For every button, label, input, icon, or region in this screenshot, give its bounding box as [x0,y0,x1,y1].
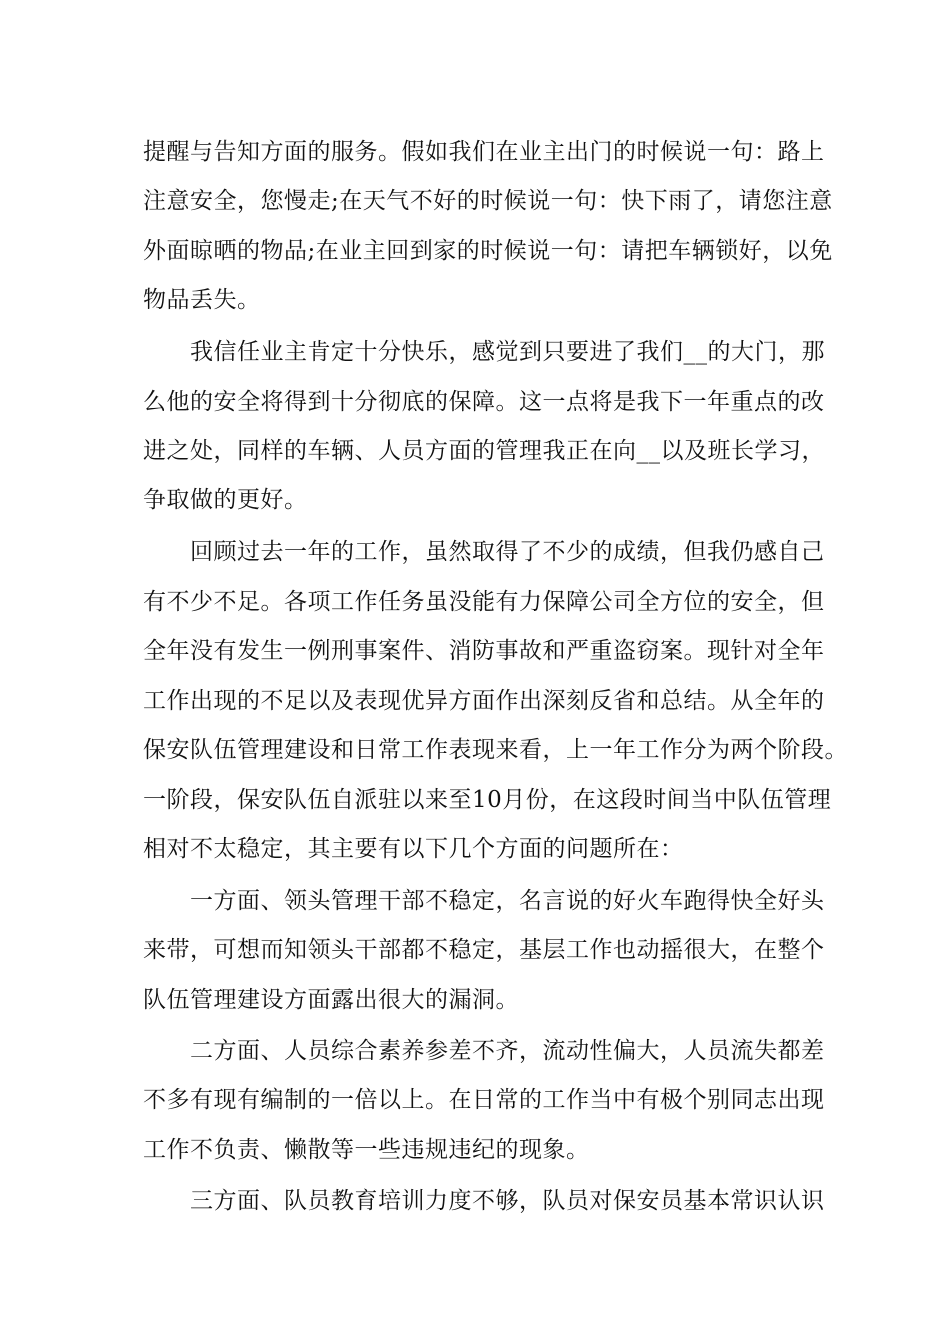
text-line: 不多有现有编制的一倍以上。在日常的工作当中有极个别同志出现 [143,1087,825,1113]
text-line: 么他的安全将得到十分彻底的保障。这一点将是我下一年重点的改 [143,389,825,415]
text-line: 物品丢失。 [143,287,261,313]
text-line: 外面晾晒的物品;在业主回到家的时候说一句：请把车辆锁好，以免 [143,238,833,264]
text-line: 争取做的更好。 [143,487,308,513]
text-line: 相对不太稳定，其主要有以下几个方面的问题所在： [143,836,684,862]
text-line: 注意安全，您慢走;在天气不好的时候说一句：快下雨了，请您注意 [143,188,833,214]
text-line: 一阶段，保安队伍自派驻以来至10月份，在这段时间当中队伍管理 [143,787,832,813]
text-line: 工作不负责、懒散等一些违规违纪的现象。 [143,1137,590,1163]
paragraph-first-line: 我信任业主肯定十分快乐，感觉到只要进了我们__的大门，那 [190,339,825,365]
text-line: 有不少不足。各项工作任务虽没能有力保障公司全方位的安全，但 [143,589,825,615]
text-line: 提醒与告知方面的服务。假如我们在业主出门的时候说一句：路上 [143,139,825,165]
paragraph-first-line: 三方面、队员教育培训力度不够，队员对保安员基本常识认识 [190,1188,825,1214]
text-line: 来带，可想而知领头干部都不稳定，基层工作也动摇很大，在整个 [143,937,825,963]
paragraph-first-line: 一方面、领头管理干部不稳定，名言说的好火车跑得快全好头 [190,888,825,914]
text-line: 工作出现的不足以及表现优异方面作出深刻反省和总结。从全年的 [143,688,825,714]
text-line: 进之处，同样的车辆、人员方面的管理我正在向__以及班长学习， [143,438,825,464]
text-line: 队伍管理建设方面露出很大的漏洞。 [143,987,519,1013]
text-line: 保安队伍管理建设和日常工作表现来看，上一年工作分为两个阶段。 [143,737,848,763]
paragraph-first-line: 二方面、人员综合素养参差不齐，流动性偏大，人员流失都差 [190,1038,825,1064]
text-line: 全年没有发生一例刑事案件、消防事故和严重盗窃案。现针对全年 [143,638,825,664]
paragraph-first-line: 回顾过去一年的工作，虽然取得了不少的成绩，但我仍感自己 [190,539,825,565]
